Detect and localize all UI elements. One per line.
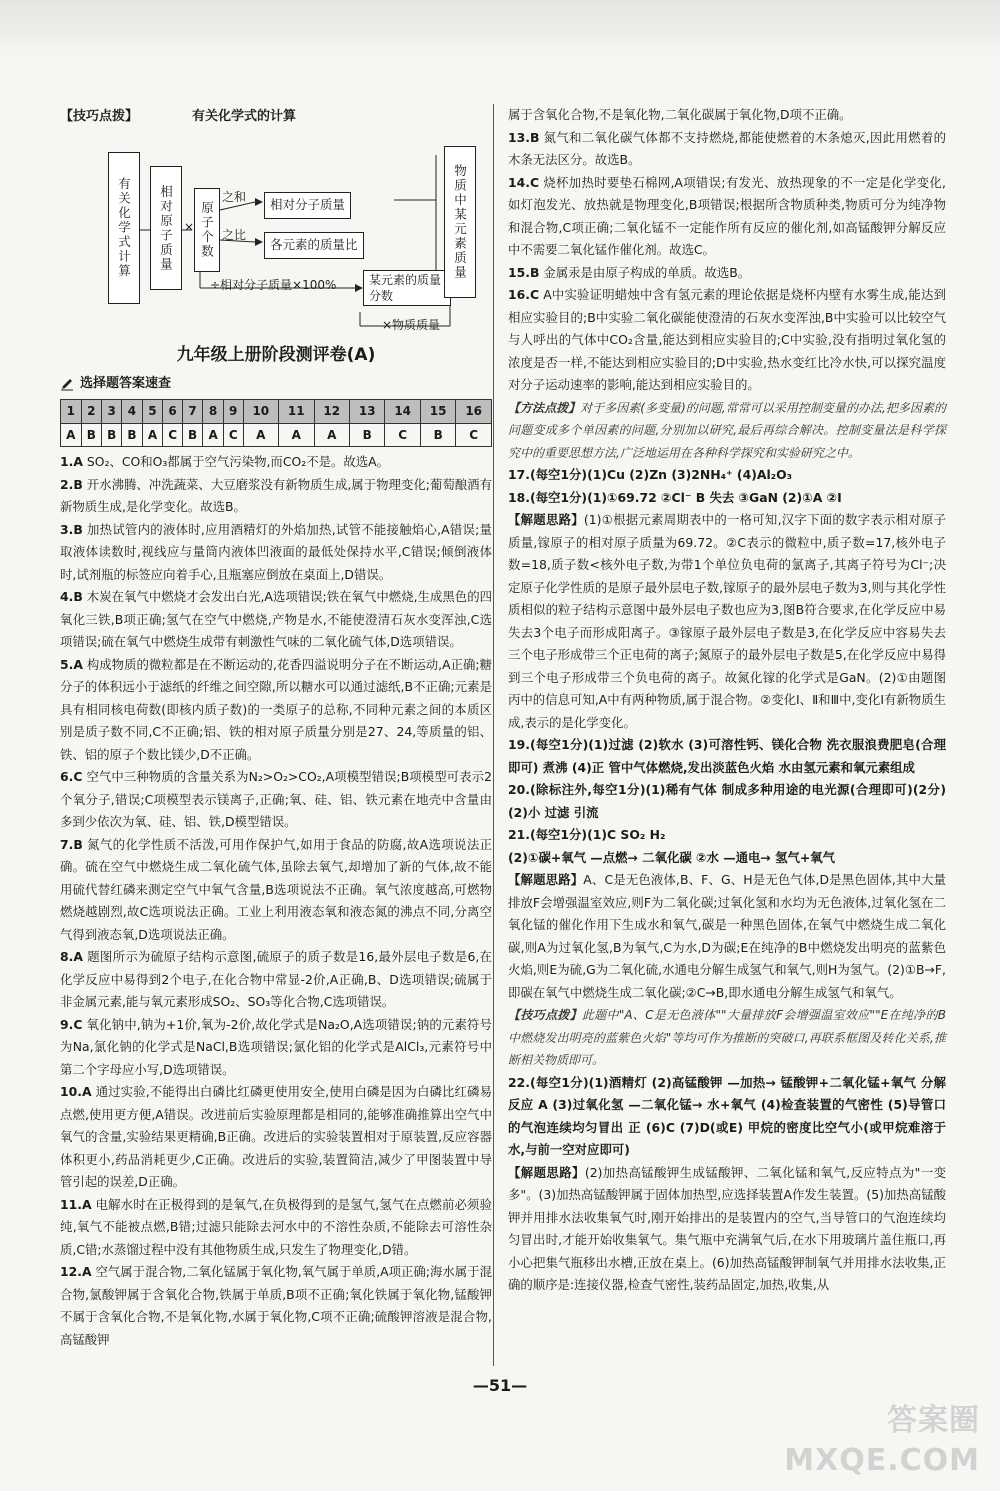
quick-answer-label: 选择题答案速查: [80, 375, 172, 391]
answer-letter-cell: C: [456, 423, 492, 447]
answer-item: 9.C 氧化钠中,钠为+1价,氧为-2价,故化学式是Na₂O,A选项错误;钠的元素符号为Na,氯化钠的化学式是NaCl,B选项错误;氯化铝的化学式是AlCl₃,元素符号中第二个字母应小写,D选项错误。: [60, 1016, 492, 1077]
answer-item: 属于含氧化合物,不是氧化物,二氧化碳属于氧化物,D项不正确。: [508, 107, 852, 122]
answer-item: 7.B 氮气的化学性质不活泼,可用作保护气,如用于食品的防腐,故A选项说法正确。硫在空气中燃烧生成二氧化硫气体,虽除去氧气,却增加了新的气体,故不能用硫代替红磷来测定空气中氧气含量,B选项说法不正确。氧气浓度越高,可燃物燃烧越剧烈,故C选项说法正确。工业上利用液态氧和液态氮的沸点不同,分离空气得到液态氧,D选项说法正确。: [60, 836, 492, 942]
answer-letter-cell: A: [203, 423, 224, 447]
answer-letter-cell: B: [420, 423, 455, 447]
answer-item: 1.A SO₂、CO和O₃都属于空气污染物,而CO₂不是。故选A。: [60, 454, 390, 469]
formula-label: ÷相对分子质量×100%: [210, 278, 337, 292]
answer-number-cell: 16: [456, 400, 492, 424]
answer-number-cell: 7: [182, 400, 202, 424]
molecular-mass-box: 相对分子质量: [264, 192, 351, 219]
formula-diagram: [60, 130, 492, 340]
tip-title: 有关化学式的计算: [192, 108, 297, 124]
answer-number-cell: 15: [420, 400, 455, 424]
atomic-mass-box: 相对原子质量: [150, 166, 182, 290]
right-answers: [508, 104, 946, 397]
answer-numbers-row: [61, 400, 492, 424]
watermark-logo: 答案圈 MXQE.COM: [784, 1403, 980, 1478]
q21-think: 【解题思路】A、C是无色液体,B、F、G、H是无色气体,D是黑色固体,其中大量排放F会增强温室效应,则F为二氧化碳;过氧化氢和水均为无色液体,过氧化氢在二氧化锰的催化作用下生成水和氧气,碳是一种黑色固体,在氧气中燃烧生成二氧化碳,则A为过氧化氢,B为氧气,C为水,D为碳;E在纯净的B中燃烧发出明亮的蓝紫色火焰,则E为硫,G为二氧化硫,水通电分解生成氢气和氧气,则H为氢气。(2)①B→F,即碳在氧气中燃烧生成二氧化碳;②C→B,即水通电分解生成氢气和氧气。: [508, 872, 947, 1000]
answer-number-cell: 8: [203, 400, 224, 424]
answer-number-cell: 9: [223, 400, 243, 424]
answer-letter-cell: C: [385, 423, 420, 447]
column-divider: [493, 104, 494, 1366]
answer-letter-cell: B: [182, 423, 202, 447]
left-answers: [60, 451, 492, 1351]
answer-item: 13.B 氮气和二氧化碳气体都不支持燃烧,都能使燃着的木条熄灭,因此用燃着的木条无法区分。故选B。: [508, 129, 946, 167]
top-band: [0, 0, 1000, 60]
answer-number-cell: 12: [314, 400, 349, 424]
atom-count-box: 原子个数: [194, 188, 220, 272]
answer-item: 4.B 木炭在氧气中燃烧才会发出白光,A选项错误;铁在氧气中燃烧,生成黑色的四氧化三铁,B项正确;氢气在空气中燃烧,产物是水,不能使澄清石灰水变浑浊,C选项错误;硫在氧气中燃烧生成带有刺激性气味的二氧化硫气体,D选项错误。: [60, 589, 492, 649]
test-title: 九年级上册阶段测评卷(A): [176, 345, 376, 365]
answer-number-cell: 11: [279, 400, 314, 424]
answer-item: 16.C A中实验证明蜡烛中含有氢元素的理论依据是烧杯内壁有水雾生成,能达到相应实验目的;B中实验二氧化碳能使澄清的石灰水变浑浊,B中实验可以比较空气与人呼出的气体中CO₂含量,能达到相应实验目的;C中实验,没有指明过氧化氢的浓度是否一样,不能达到相应实验目的;D中实验,热水变红比冷水快,可以探究温度对分子运动速率的影响,能达到相应实验目的。: [508, 287, 946, 392]
answer-item: 3.B 加热试管内的液体时,应用酒精灯的外焰加热,试管不能接触焰心,A错误;量取液体读数时,视线应与量筒内液体凹液面的最低处保持水平,C错误;倾倒液体时,试剂瓶的标签应向着手心,且瓶塞应倒放在桌面上,D错误。: [60, 521, 492, 582]
answer-item: 10.A 通过实验,不能得出白磷比红磷更使用安全,使用白磷是因为白磷比红磷易点燃,使用更方便,A错误。改进前后实验原理都是相同的,能够准确推算出空气中氧气的含量,实验结果更精确,B正确。改进后的实验装置相对于原装置,反应容器体积更小,药品消耗更少,C正确。改进后的实验,装置简洁,减少了甲图装置中导管引起的误差,D正确。: [60, 1084, 492, 1189]
tip-label: 【技巧点拨】: [60, 108, 139, 124]
pencil-icon: [60, 377, 74, 391]
answer-letter-cell: C: [163, 423, 183, 447]
answer-item: 2.B 开水沸腾、冲洗蔬菜、大豆磨浆没有新物质生成,属于物理变化;葡萄酿酒有新物质生成,是化学变化。故选B。: [60, 476, 492, 514]
q21: 21.(每空1分)(1)C SO₂ H₂: [508, 827, 666, 842]
times-mass-label: ×物质质量: [382, 318, 441, 332]
answer-letter-cell: B: [349, 423, 384, 447]
quick-answer-header: [60, 373, 492, 396]
answer-number-cell: 5: [142, 400, 163, 424]
ratio-label: 之比: [222, 228, 247, 242]
answer-number-cell: 1: [61, 400, 82, 424]
answer-item: 11.A 电解水时在正极得到的是氧气,在负极得到的是氢气,氢气在点燃前必须验纯,氧气不能被点燃,B错;过滤只能除去河水中的不溶性杂质,不能除去可溶性杂质,C错;水蒸馏过程中没有其他物质生成,只发生了物理变化,D错。: [60, 1196, 492, 1257]
answer-letter-cell: A: [279, 423, 314, 447]
answer-letter-cell: C: [223, 423, 243, 447]
answer-table: [60, 399, 492, 447]
answer-item: 12.A 空气属于混合物,二氧化锰属于氧化物,氧气属于单质,A项正确;海水属于混合物,氯酸钾属于含氧化合物,铁属于单质,B项不正确;氧化铁属于氧化物,锰酸钾不属于含氧化合物,不是氧化物,水属于氧化物,C项不正确;硫酸钾溶液是混合物,高锰酸钾: [60, 1264, 492, 1347]
right-column: [508, 104, 946, 1297]
page-number: —51—: [472, 1376, 528, 1395]
answer-item: 6.C 空气中三种物质的含量关系为N₂>O₂>CO₂,A项模型错误;B项模型可表示2个氧分子,错误;C项模型表示镁离子,正确;氧、硅、铝、铁元素在地壳中含量由多到少依次为氧、硅、铝、铁,D模型错误。: [60, 769, 492, 829]
times-sign: ×: [184, 220, 195, 234]
method-tip: 【方法点拨】对于多因素(多变量)的问题,常常可以采用控制变量的办法,把多因素的问题变成多个单因素的问题,分别加以研究,最后再综合解决。控制变量法是科学探究中的重要思想方法,广泛地运用在各种科学探究和实验研究之中。: [508, 400, 946, 460]
q22-think: 【解题思路】(2)加热高锰酸钾生成锰酸钾、二氧化锰和氧气,反应特点为"一变多"。(3)加热高锰酸钾属于固体加热型,应选择装置A作发生装置。(5)加热高锰酸钾并用排水法收集氧气时,刚开始排出的是装置内的空气,当导管口的气泡连续均匀冒出时,才能开始收集氧气。集气瓶中充满氧气后,在水下用玻璃片盖住瓶口,再小心把集气瓶移出水槽,正放在桌上。(6)加热高锰酸钾制氧气并用排水法收集,正确的顺序是:连接仪器,检查气密性,装药品固定,加热,收集,从: [508, 1164, 946, 1292]
calc-box: 有关化学式计算: [108, 152, 140, 304]
answer-number-cell: 10: [243, 400, 278, 424]
answer-letter-cell: A: [142, 423, 163, 447]
q22: 22.(每空1分)(1)酒精灯 (2)高锰酸钾 —加热→ 锰酸钾+二氧化锰+氧气 分解反应 A (3)过氧化氢 —二氧化锰→ 水+氧气 (4)检查装置的气密性 (5)导管口的气泡连续均匀冒出 正 (6)C (7)D(或E) 甲烷的密度比空气小(或甲烷难溶于水,与前一空对应即可): [508, 1074, 946, 1157]
q21-tip: 【技巧点拨】此题中"A、C是无色液体""大量排放F会增强温室效应""E在纯净的B中燃烧发出明亮的蓝紫色火焰"等均可作为推断的突破口,再联系框图及转化关系,推断相关物质即可。: [508, 1008, 946, 1067]
answer-number-cell: 4: [122, 400, 142, 424]
answer-letter-cell: A: [61, 423, 82, 447]
sum-label: 之和: [222, 190, 247, 204]
answer-letter-cell: A: [243, 423, 278, 447]
answer-item: 14.C 烧杯加热时要垫石棉网,A项错误;有发光、放热现象的不一定是化学变化,如灯泡发光、放热就是物理变化,B项错误;根据所含物质种类,物质可分为纯净物和混合物,C项正确;二氧化锰不一定能作所有反应的催化剂,如高锰酸钾分解反应中不需要二氧化锰作催化剂。故选C。: [508, 174, 946, 257]
answer-item: 5.A 构成物质的微粒都是在不断运动的,花香四溢说明分子在不断运动,A正确;糖分子的体积远小于滤纸的纤维之间空隙,所以糖水可以通过滤纸,B不正确;元素是具有相同核电荷数(即核内质子数)的一类原子的总称,不同种元素之间的本质区别是质子数不同,C不正确;铝、铁的相对原子质量分别是27、24,等质量的铝、铁、铝的原子个数比镁少,D不正确。: [60, 656, 492, 762]
answer-item: 15.B 金属汞是由原子构成的单质。故选B。: [508, 264, 751, 280]
q19: 19.(每空1分)(1)过滤 (2)软水 (3)可溶性钙、镁化合物 洗衣服浪费肥皂(合理即可) 煮沸 (4)正 管中气体燃烧,发出淡蓝色火焰 水由氢元素和氧元素组成: [508, 737, 946, 775]
tip-header: [60, 104, 492, 130]
q20: 20.(除标注外,每空1分)(1)稀有气体 制成多种用途的电光源(合理即可)(2分) (2)小 过滤 引流: [508, 782, 946, 820]
answer-letter-cell: A: [314, 423, 349, 447]
answer-number-cell: 14: [385, 400, 420, 424]
mass-fraction-box: 某元素的质量分数: [363, 270, 451, 306]
answer-item: 8.A 题图所示为硫原子结构示意图,硫原子的质子数是16,最外层电子数是6,在化学反应中易得到2个电子,在化合物中常显-2价,A正确,B、D选项错误;硫属于非金属元素,能与氧元素形成SO₂、SO₃等化合物,C选项错误。: [60, 949, 492, 1009]
q17: 17.(每空1分)(1)Cu (2)Zn (3)2NH₄⁺ (4)Al₂O₃: [508, 467, 793, 482]
q21-equations: (2)①碳+氧气 —点燃→ 二氧化碳 ②水 —通电→ 氢气+氧气: [508, 849, 836, 865]
mass-ratio-box: 各元素的质量比: [264, 232, 364, 259]
answer-letter-cell: B: [101, 423, 121, 447]
answer-number-cell: 2: [81, 400, 101, 424]
answer-number-cell: 6: [163, 400, 183, 424]
answer-letter-cell: B: [81, 423, 101, 447]
answer-number-cell: 13: [349, 400, 384, 424]
answer-letter-cell: B: [122, 423, 142, 447]
element-mass-box: 物质中某元素质量: [444, 146, 476, 298]
left-column: [60, 104, 492, 1351]
q18: 18.(每空1分)(1)①69.72 ②Cl⁻ B 失去 ③GaN (2)①A ②Ⅰ: [508, 489, 842, 505]
answer-letters-row: [61, 423, 492, 447]
q18-think: 【解题思路】(1)①根据元素周期表中的一格可知,汉字下面的数字表示相对原子质量,镓原子的相对原子质量为69.72。②C表示的微粒中,质子数=17,核外电子数=18,质子数<核外电子数,为带1个单位负电荷的氯离子,其离子符号为Cl⁻;决定原子化学性质的是原子最外层电子数,镓原子的最外层电子数为3,则与其化学性质相似的粒子结构示意图中最外层电子数也应为3,图B符合要求,在化学反应中易失去3个电子而形成阳离子。③镓原子最外层电子数是3,在化学反应中容易失去三个电子形成带三个正电荷的离子;氮原子的最外层电子数是5,在化学反应中易得到三个电子形成带三个负电荷的离子。故氮化镓的化学式是GaN。(2)①由题图丙中的信息可知,A中有两种物质,属于混合物。②变化Ⅰ、Ⅱ和Ⅲ中,变化Ⅰ有新物质生成,表示的是化学变化。: [508, 512, 946, 730]
answer-number-cell: 3: [101, 400, 121, 424]
